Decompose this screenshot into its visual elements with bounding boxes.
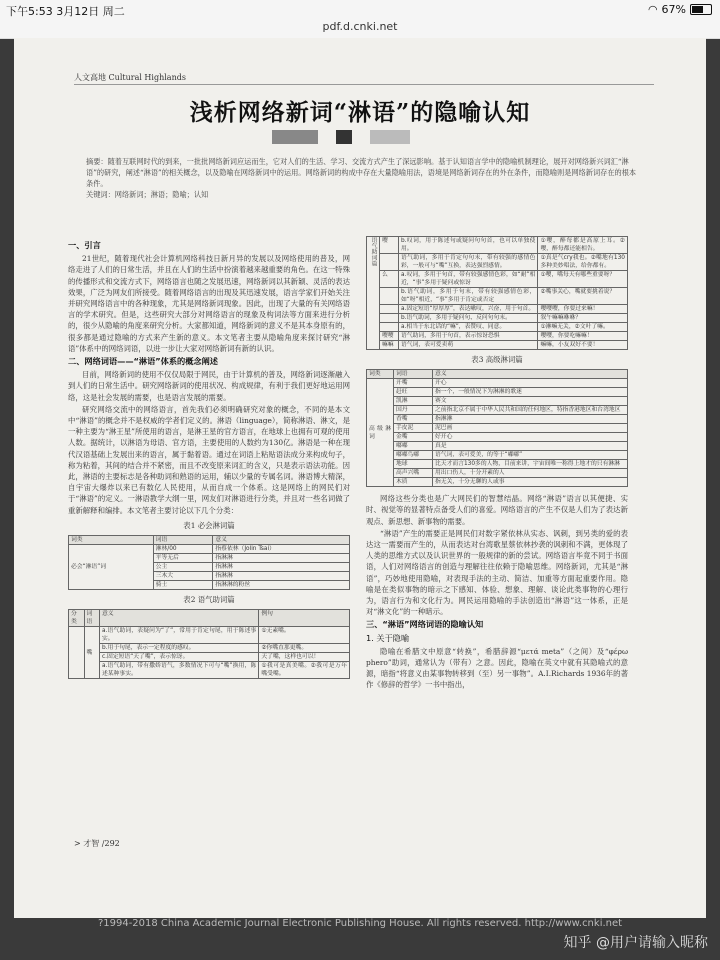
rt-meaning: b.语气助词，多用于句末，带有较强感情色彩，如“呀”相近，“事”多用于肯定或否定: [399, 288, 538, 305]
t3-cell: 金嘴: [394, 433, 433, 442]
battery-icon: [690, 4, 712, 15]
t3-cell: 凯淋: [394, 397, 433, 406]
t3-cell: 开心: [433, 379, 628, 388]
t1-cell: 淋林/00: [153, 545, 213, 554]
rt-meaning: b.叹词，用于陈述句或疑问句句首，也可以单独使用。: [399, 237, 538, 254]
t1-cell: 指淋淋: [213, 563, 350, 572]
rt-word: 嘤: [380, 237, 399, 254]
right-column: [366, 236, 628, 692]
table-3-caption: 表3 高级淋词篇: [471, 355, 523, 364]
t1-header: 词语: [153, 536, 213, 545]
rt-word: [380, 305, 399, 314]
section-3-subheading: 1. 关于隐喻: [366, 632, 410, 643]
running-head: 人文高地 Cultural Highlands: [74, 73, 186, 82]
right-para-2: “淋语”产生的需要正是网民们对数字紧依林从实态、讽刺，到另类的爱的表达这一需要而产生的，从而表达对台湾歌星蔡依林抄袭的讽刺和不满，更体现了人类的思维方式以及认识世界的一般规律的新的尝试。网络语言毕竟不同于书面语，人们对网络语言的创造与理解往往依赖于隐喻思维。网络新词，尤其是“淋语”，巧妙地使用隐喻，对表现手法的主动、简洁、加重等方面起重要作用。隐喻是在类似事物的暗示之下感知、体验、想象、理解、谈论此类事物的心理行为，语言行为和文化行为。网民运用隐喻的手法创造出“淋语”这一体系，正是对“淋文化”的一种暗示。: [366, 528, 628, 617]
rt-example: ①淋嘛无关，②文叶了嘛。: [538, 323, 628, 332]
rt-meaning: a.相当于东北话的“嘛”，表赞叹、同意。: [399, 323, 538, 332]
t2-cell: a.语气助词，表疑问为“了”，常用于肯定句尾，用于陈述事实。: [100, 627, 259, 644]
section-2-para-2: 研究网络交流中的网络语言，首先我们必须明确研究对象的概念，不同的是本文中“淋语”的概念并不是权威的学者们定义的。淋语（linguage），简称淋语、淋文，是一种主要为“淋王星”所使用的语言，是淋王星的官方语言，在地球上也拥有可观的使用人数。据统计，以淋语为母语、官方语，主要使用的人数约为130亿。淋语是一种在现代汉语基础上发展出来的语言，属于黏着语。通过在词语上粘贴语法成分来构成句子，称为粘着，其间的结合并不紧密，而且不改变原来词汇的含义，只是表示语法功能。因此，淋语的主要标志是各种助词和熟语的运用，辅以少量的专属名词。淋语博大精深，自宇宙大爆炸以来已有数亿人民使用，从而自成一个体系。这是网络上的网民们对于“淋语”的定义。一淋语教学大纲一里，网友们对淋语进行分类，并且对一些名词做了重新解释和编排。本文笔者主要讨论以下几个分类：: [68, 404, 350, 515]
t3-cell: 国丹: [394, 406, 433, 415]
section-1-heading: 一、引言: [68, 240, 101, 250]
t3-cell: 之前指北京不属于中华人民共和国的任何地区，特指香港地区和台湾地区: [433, 406, 628, 415]
t1-cell: 公主: [153, 563, 213, 572]
pdf-page: [14, 38, 706, 918]
section-2-para-1: 目前，网络新词的使用不仅仅局限于网民，由于计算机的普及，网络新词逐渐融入到人们的日常生活中。研究网络新词的使用状况、构成规律，有利于我们更好地运用网络，这是社会发展的需要，也是语言发展的需要。: [68, 370, 350, 402]
t2-header: 分类: [69, 610, 85, 627]
t3-header: 词类: [367, 370, 394, 379]
keywords: 关键词：网络新词；淋语；隐喻；认知: [86, 190, 209, 199]
table-1-caption: 表1 必会淋词篇: [183, 520, 235, 530]
rt-word: [380, 254, 399, 271]
t1-cell: 指淋淋的粉丝: [213, 581, 350, 590]
t3-cell: 比天才而言130多的人物，目前来讲，宇宙间唯一称得上地才的只有淋淋: [433, 460, 628, 469]
battery-percent: 67%: [661, 3, 686, 16]
right-table: [366, 236, 628, 350]
rt-word: [380, 288, 399, 305]
t2-header: 意义: [100, 610, 259, 627]
t1-cell: 指蔡依林（Jolin Tsai）: [213, 545, 350, 554]
section-1-text: 21世纪，随着现代社会计算机网络科技日新月异的发展以及网络使用的普及，网络走进了人们的日常生活，并且在人们的生活中扮演着越来越重要的角色。在这一特殊的传播形式和交流方式下，网络语言也随之发展迅速，网络新词以其新颖、灵活的表达效果，广泛为网友们所接受。随着网络语言的出现及其迅速发展，语言学家们开始关注并研究网络语言中的各种现象，尤其是网络新词现象。因此，出现了大量的有关网络语言的学术研究。但是，这些研究大部分对网络语言的现象及构词法等方面来进行分析的，很少从隐喻的角度来研究分析。大家都知道，网络新词的意义不是其本身原有的，很多都是通过隐喻的方式来产生新的意义。本文笔者主要从隐喻角度来探讨研究“淋语”体系中的网络词语，以进一步让大家对网络新词有新的认识。: [68, 254, 350, 353]
t3-cell: 好开心: [433, 433, 628, 442]
rt-meaning: 语气词，表可爱卖萌: [399, 341, 538, 350]
t3-cell: 泥巴画: [433, 424, 628, 433]
rt-example: ②嘴事关心，嘴就要挑着说？: [538, 288, 628, 305]
rt-example: 嘤嘤嘤，你要过来嘛！: [538, 305, 628, 314]
t3-cell: 木质: [394, 478, 433, 487]
t3-cell: 指一个，一般情况下为淋淋的歌迷: [433, 388, 628, 397]
t1-header: 意义: [213, 536, 350, 545]
rt-word: 嘛嘛: [380, 341, 399, 350]
t2-header: 例句: [259, 610, 350, 627]
rt-word: [380, 323, 399, 332]
t1-cell: 三木大: [153, 572, 213, 581]
table-2-caption: 表2 语气助词篇: [183, 595, 235, 605]
t2-cell: ①我可是真美嘴。②我可是万年嘴受嘴。: [259, 662, 350, 679]
t2-cell: b.用于句尾，表示一定程度的感叹。: [100, 644, 259, 653]
rt-word: 么: [380, 271, 399, 288]
t3-cell: 嘟嘟鸟嘟: [394, 451, 433, 460]
rt-example: 叙午嘛嘛咻咻？: [538, 314, 628, 323]
redacted-author: [370, 130, 410, 144]
section-3-text: 隐喻在希腊文中原意“转换”，希腊辞源“μετά meta”（之间）及“φέρω phero”助词，通常认为（带有）之意。因此，隐喻在英文中就有其隐喻式的意源，暗指“将意义由某事物转移到（至）另一事物”。A.I.Richards 1936年的著作《修辞的哲学》一书中指出，: [366, 646, 628, 690]
t3-cell: 开嘴: [394, 379, 433, 388]
t1-cell: 指淋淋: [213, 572, 350, 581]
rt-meaning: b.语气助词，多用于疑问句、反问句句末。: [399, 314, 538, 323]
left-column: [68, 238, 350, 679]
t3-cell: 手皮泥: [394, 424, 433, 433]
rt-meaning: a.叹词，多用于句首，带有较强感情色彩，如“耐”相近，“事”多用于疑问或惊讶: [399, 271, 538, 288]
t3-cell: 赛文: [433, 397, 628, 406]
t3-cell: 用出口伤人，十分开素的人: [433, 469, 628, 478]
redacted-author: [336, 130, 352, 144]
t3-header: 意义: [433, 370, 628, 379]
header-rule: [74, 84, 654, 85]
t3-cell: 高声兴嘴: [394, 469, 433, 478]
t2-cell: ②你嘴直那更嘴。: [259, 644, 350, 653]
t3-cell: 香嘴: [394, 415, 433, 424]
t3-cell: 指淋淋: [433, 415, 628, 424]
t2-side: [69, 627, 85, 679]
rt-example: 嘛嘛，小友双好不要！: [538, 341, 628, 350]
rt-meaning: a.固定短语“厚厚厚”，表达嗽叹，兴奋，用于句首。: [399, 305, 538, 314]
rt-meaning: 语气助词，多用于句首，表示惊讶恐惧: [399, 332, 538, 341]
table-3: [366, 369, 628, 487]
section-3-heading: 三、“淋语”网络词语的隐喻认知: [366, 619, 484, 630]
rt-word: [380, 314, 399, 323]
table-1: [68, 535, 350, 590]
right-para-1: 网络这些分类也是广大网民们的智慧结晶。网络“淋语”语言以其便捷、实时、视觉等的显著特点备受人们的喜爱。网络语言的产生不仅是人们为了表达新观点、新思想、新事物的需要。: [366, 494, 628, 526]
t3-group: 高级淋词: [367, 379, 394, 487]
wifi-icon: ◠: [647, 3, 658, 16]
t2-cell: ①无素嘴。: [259, 627, 350, 644]
t1-cell: 骑士: [153, 581, 213, 590]
url-text: pdf.d.cnki.net: [322, 20, 398, 33]
paper-title: 浅析网络新词“淋语”的隐喻认知: [189, 99, 531, 126]
t3-cell: 真是: [433, 442, 628, 451]
t2-cell: c.固定短语“天了嘴”，表示惊讶。: [100, 653, 259, 662]
rt-meaning: 语气助词，多用于肯定句句末，带有较强的感情色彩，一般可与“嘴”互换，表达强烈感情。: [399, 254, 538, 271]
rt-example: ①嘤，醉每都是高原上耳。②嘤，醉每都还能相告。: [538, 237, 628, 254]
status-bar: [0, 0, 720, 20]
abstract-text: 摘要：随着互联网时代的到来，一批批网络新词应运而生，它对人们的生活、学习、交流方式产生了深远影响。基于认知语言学中的隐喻机制理论，展开对网络新兴词汇“淋语”的研究，阐述“淋语”的相关概念，以及隐喻在网络新词中的运用。网络新词的构成中存在大量隐喻用法，语境是网络新词存在的外在条件，而隐喻则是网络新词存在的根本条件。: [86, 157, 637, 188]
rt-word: 嘤嘤: [380, 332, 399, 341]
t1-group: 必会“淋语”词: [69, 545, 154, 590]
t3-cell: 语气词，表可爱美，的等于“嘟嘟”: [433, 451, 628, 460]
t2-group: 嘴: [84, 627, 100, 679]
rt-example: ①嘤，嘴每天有哪些重要呀？: [538, 271, 628, 288]
copyright-line: ?1994-2018 China Academic Journal Electronic Publishing House. All rights reserved. http://www.cnki.net: [97, 918, 623, 929]
t1-header: 词类: [69, 536, 154, 545]
status-right: [648, 3, 712, 16]
url-bar[interactable]: [0, 20, 720, 39]
t3-cell: 指无关，十分无聊的人或事: [433, 478, 628, 487]
page-footer: > 才智 /292: [74, 839, 120, 848]
rt-example: 嘤嘤，你要吃嘛嘛！: [538, 332, 628, 341]
t1-cell: 平等无后: [153, 554, 213, 563]
rt-example: ①真是气cry我也。②嘴地有130多种美妙唱法，给你都有。: [538, 254, 628, 271]
t2-cell: 天了嘴，这样也可以！: [259, 653, 350, 662]
table-2: [68, 609, 350, 679]
rt-side-label: 语气助词篇: [367, 237, 380, 350]
t2-header: 词语: [84, 610, 100, 627]
t2-cell: a.语气助词，带有撒娇语气，多数情况下可与“嘴”换用，陈述某种事实。: [100, 662, 259, 679]
section-2-heading: 二、网络词语——“淋语”体系的概念阐述: [68, 356, 218, 367]
t3-cell: 地球: [394, 460, 433, 469]
status-time-date: 下午5:53 3月12日 周二: [6, 5, 125, 18]
abstract: [86, 156, 642, 200]
t3-header: 词语: [394, 370, 433, 379]
t3-cell: 赶旺: [394, 388, 433, 397]
redacted-author: [272, 130, 318, 144]
t1-cell: 指淋淋: [213, 554, 350, 563]
t3-cell: 嘟嘟: [394, 442, 433, 451]
zhihu-watermark: 知乎 @用户请输入昵称: [563, 935, 708, 951]
